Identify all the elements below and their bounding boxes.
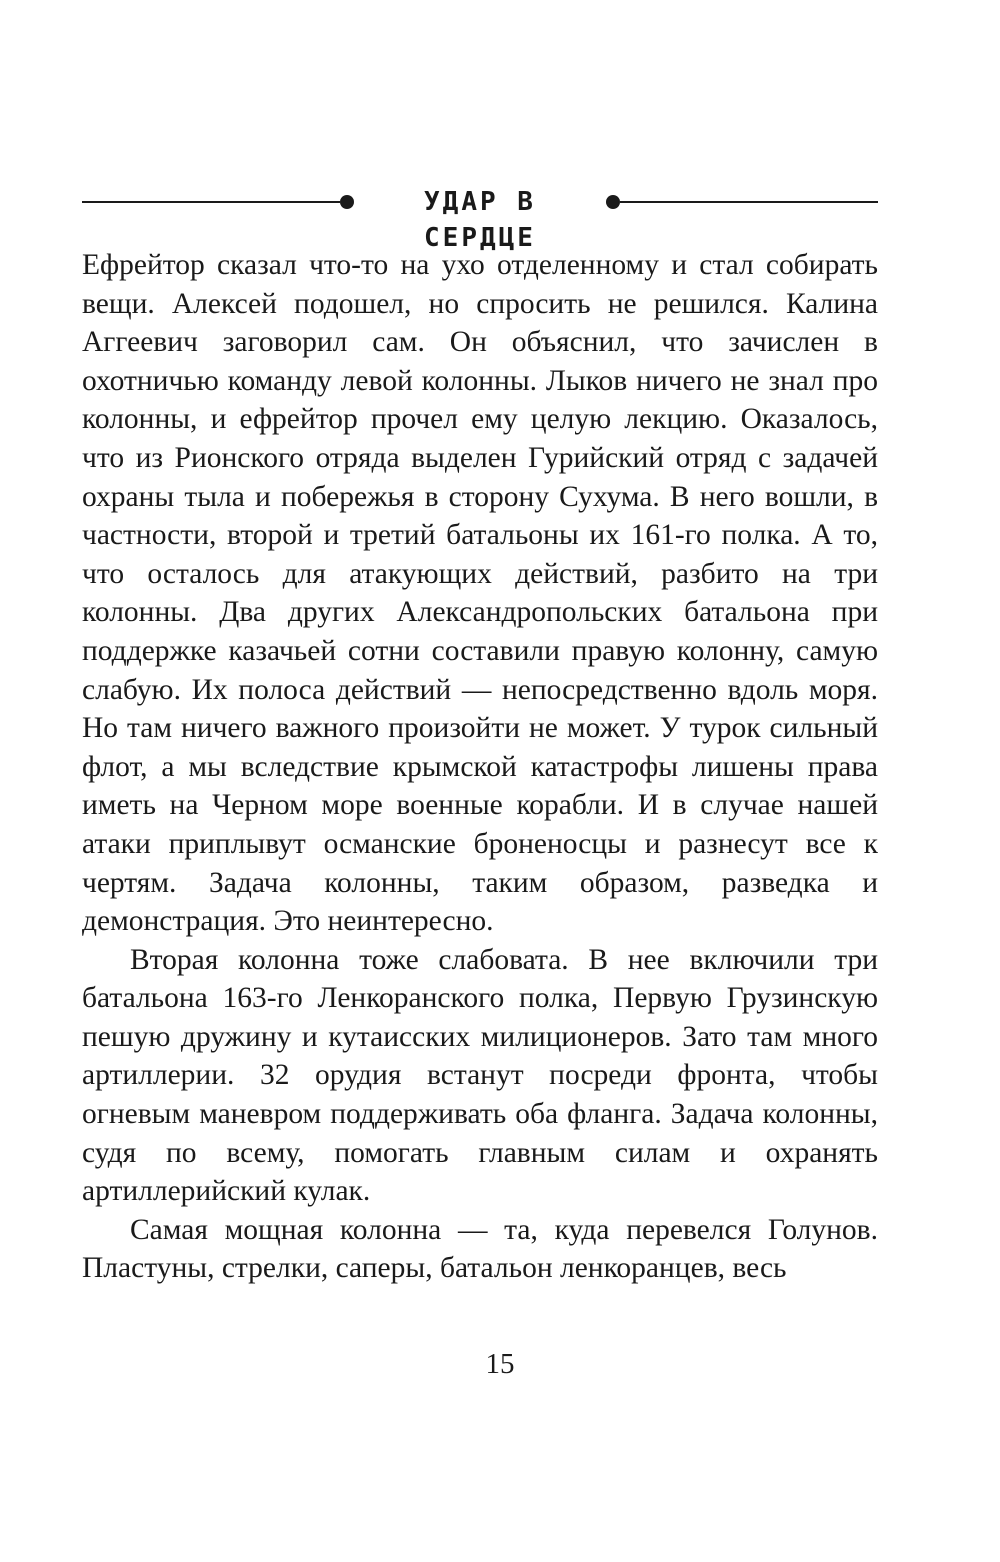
paragraph-1: Ефрейтор сказал что-то на ухо отделенному и стал собирать вещи. Алексей подошел, но спросить не решился. Калина Аггеевич заговорил сам. Он объяснил, что зачислен в охотничью команду левой колонны. Лыков ничего не знал про колонны, и ефрейтор прочел ему целую лекцию. Оказалось, что из Рионского отряда выделен Гурийский отряд с задачей охраны тыла и побережья в сторону Сухума. В него вошли, в частности, второй и третий батальоны их 161-го полка. А то, что осталось для атакующих действий, разбито на три колонны. Два других Александропольских батальона при поддержке казачьей сотни составили правую колонну, самую слабую. Их полоса действий — непосредственно вдоль моря. Но там ничего важного произойти не может. У турок сильный флот, а мы вследствие крымской катастрофы лишены права иметь на Черном море военные корабли. И в случае нашей атаки приплывут османские броненосцы и разнесут все к чертям. Задача колонны, таким образом, разведка и демонстрация. Это неинтересно.	[82, 249, 878, 938]
running-head	[82, 184, 878, 253]
running-head-title: УДАР В СЕРДЦЕ	[424, 187, 536, 253]
page-number: 15	[485, 1348, 515, 1380]
paragraph-2: Вторая колонна тоже слабовата. В нее включили три батальона 163-го Ленкоранского полка, Первую Грузинскую пешую дружину и кутаисских милиционеров. Зато там много артиллерии. 32 орудия встанут посреди фронта, чтобы огневым маневром поддерживать оба фланга. Задача колонны, судя по всему, помогать главным силам и охранять артиллерийский кулак.	[82, 943, 878, 1208]
paragraph-3: Самая мощная колонна — та, куда перевелся Голунов. Пластуны, стрелки, саперы, батальон ленкоранцев, весь	[82, 1213, 878, 1285]
bullet-ornament-left	[340, 195, 354, 209]
bullet-ornament-right	[606, 195, 620, 209]
running-head-rule-right	[620, 201, 878, 203]
body-text	[82, 246, 878, 1288]
running-head-rule-left	[82, 201, 340, 203]
